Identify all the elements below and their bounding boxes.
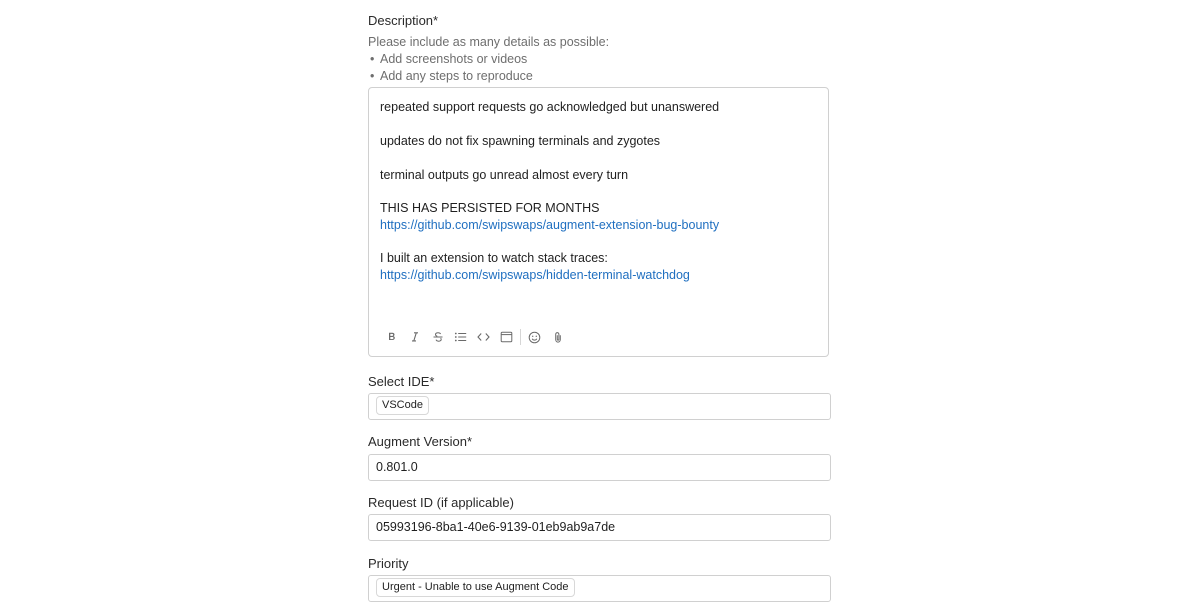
watchdog-repo-link[interactable]: https://github.com/swipswaps/hidden-terminal-watchdog [380,268,690,282]
description-line: terminal outputs go unread almost every turn [380,168,629,182]
description-editor[interactable] [368,87,829,357]
ide-chip[interactable]: VSCode [376,396,429,415]
editor-toolbar [380,328,569,346]
ide-label: Select IDE* [368,374,435,389]
strikethrough-icon[interactable] [426,328,449,346]
code-icon[interactable] [472,328,495,346]
hint-bullet-item: • Add any steps to reproduce [370,69,533,83]
bullet-list-icon[interactable] [449,328,472,346]
ide-select[interactable] [368,393,831,420]
priority-label: Priority [368,556,409,571]
version-input[interactable]: 0.801.0 [368,454,831,481]
priority-chip[interactable]: Urgent - Unable to use Augment Code [376,578,575,597]
version-label: Augment Version* [368,434,473,449]
bold-icon[interactable] [380,328,403,346]
priority-select[interactable] [368,575,831,602]
toolbar-divider [520,329,521,345]
description-line: updates do not fix spawning terminals and zygotes [380,134,661,148]
bounty-repo-link[interactable]: https://github.com/swipswaps/augment-extension-bug-bounty [380,218,720,232]
emoji-icon[interactable] [523,328,546,346]
description-hint: Please include as many details as possible: [368,35,610,49]
description-line: repeated support requests go acknowledged but unanswered [380,100,720,114]
request-id-input[interactable]: 05993196-8ba1-40e6-9139-01eb9ab9a7de [368,514,831,541]
hint-bullet-item: • Add screenshots or videos [370,52,528,66]
code-block-icon[interactable] [495,328,518,346]
request-id-label: Request ID (if applicable) [368,495,514,510]
description-line: THIS HAS PERSISTED FOR MONTHS [380,201,600,215]
watchdog-link-line [380,267,690,283]
italic-icon[interactable] [403,328,426,346]
bounty-link-line [380,217,719,233]
hint-bullet-text: Add screenshots or videos [380,52,528,66]
attachment-icon[interactable] [546,328,569,346]
description-line: I built an extension to watch stack traces: [380,251,608,265]
description-label: Description* [368,13,439,28]
hint-bullet-text: Add any steps to reproduce [380,69,533,83]
